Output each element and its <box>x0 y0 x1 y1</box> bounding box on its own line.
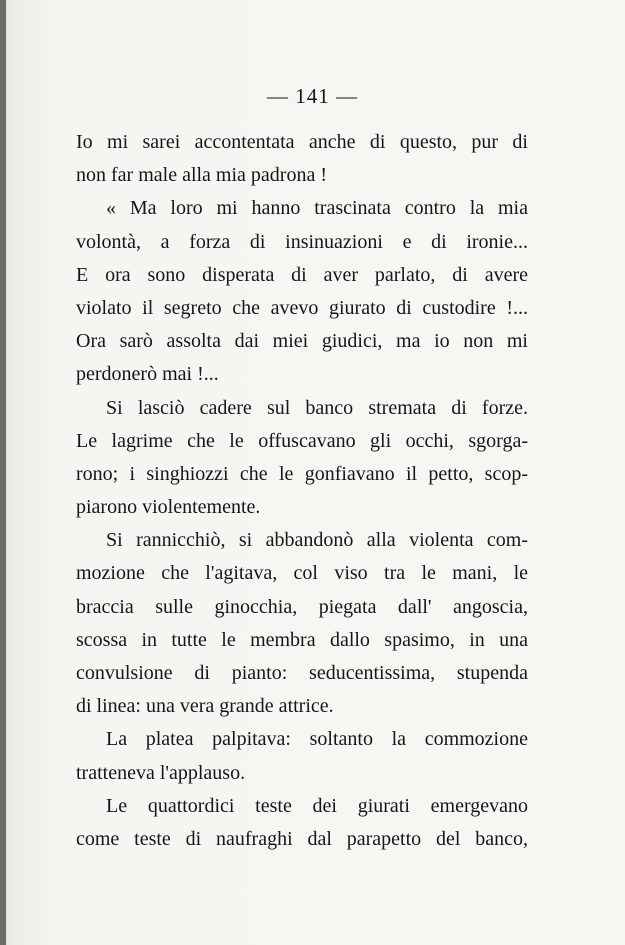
text-line: volontà, a forza di insinuazioni e di ironie... <box>76 230 528 253</box>
text-line: convulsione di pianto: seducentissima, stupenda <box>76 662 528 684</box>
text-line: non far male alla mia padrona ! <box>76 164 327 187</box>
text-line: Si rannicchiò, si abbandonò alla violenta com- <box>106 529 528 552</box>
text-line: E ora sono disperata di aver parlato, di avere <box>76 263 528 286</box>
text-line: La platea palpitava: soltanto la commozione <box>106 728 528 751</box>
text-line: Si lasciò cadere sul banco stremata di forze. <box>106 396 528 419</box>
text-line: tratteneva l'applauso. <box>76 761 246 784</box>
page-number: — 141 — <box>267 84 358 108</box>
text-line: braccia sulle ginocchia, piegata dall' angoscia, <box>76 595 528 618</box>
text-line: Ora sarò assolta dai miei giudici, ma io non mi <box>76 330 528 353</box>
text-line: come teste di naufraghi dal parapetto del banco, <box>76 827 528 850</box>
text-line: di linea: una vera grande attrice. <box>76 695 334 718</box>
text-line: « Ma loro mi hanno trascinata contro la mia <box>106 197 528 220</box>
body-text <box>76 126 528 856</box>
text-line: Io mi sarei accontentata anche di questo, pur di <box>76 131 528 153</box>
text-line: rono; i singhiozzi che le gonfiavano il petto, scop- <box>76 462 528 485</box>
text-line: Le lagrime che le offuscavano gli occhi, sgorga- <box>76 429 528 452</box>
text-line: Le quattordici teste dei giurati emergevano <box>106 794 528 817</box>
text-line: scossa in tutte le membra dallo spasimo, in una <box>76 628 528 651</box>
text-line: mozione che l'agitava, col viso tra le mani, le <box>76 562 528 585</box>
text-line: piarono violentemente. <box>76 496 261 519</box>
text-line: violato il segreto che avevo giurato di custodire !... <box>76 296 528 319</box>
page-edge-shadow <box>0 0 6 945</box>
text-line: perdonerò mai !... <box>76 363 219 386</box>
